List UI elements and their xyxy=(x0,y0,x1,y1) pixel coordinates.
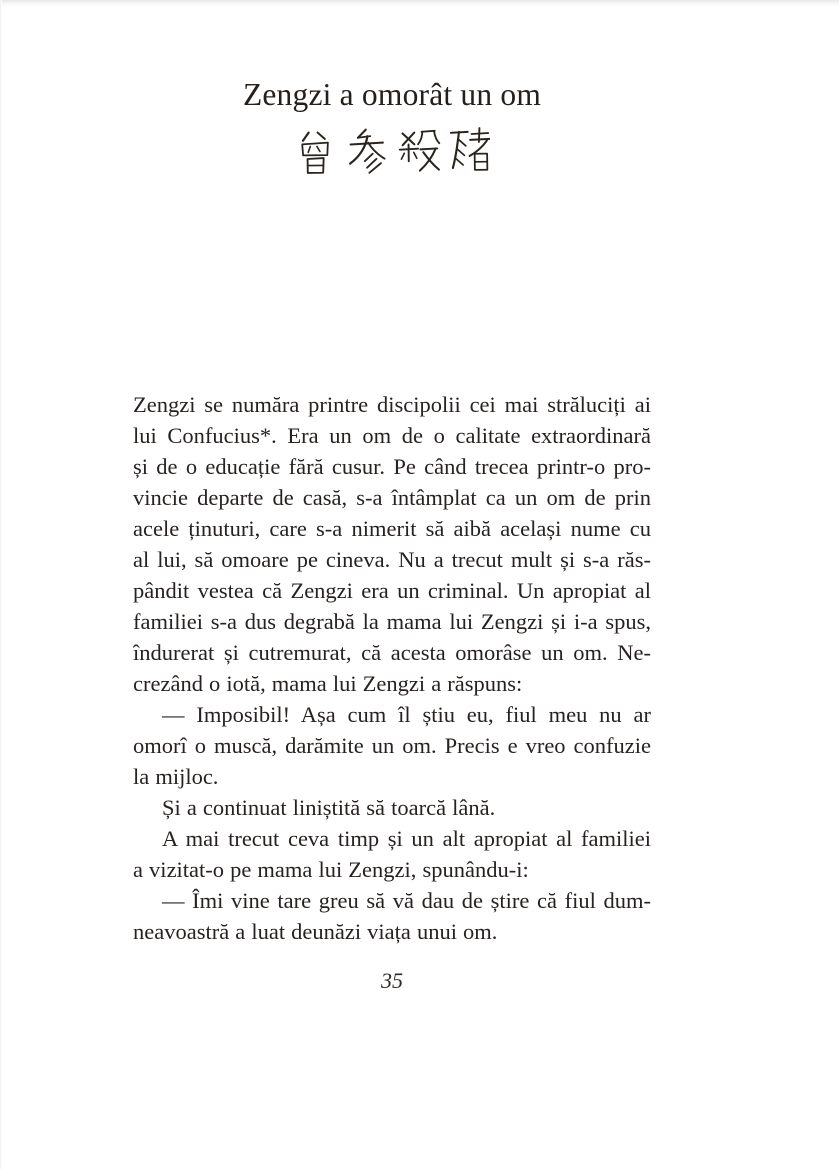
body-text-line: la mijloc. xyxy=(133,764,219,789)
paragraph xyxy=(133,389,651,699)
scan-edge-left xyxy=(0,0,2,1169)
page-number: 35 xyxy=(381,968,403,993)
body-text-line: îndurerat și cutremurat, că acesta omorâse un om. Ne- xyxy=(133,640,651,665)
body-text-line: vincie departe de casă, s-a întâmplat ca un om de prin xyxy=(133,485,651,510)
body-text-line: pândit vestea că Zengzi era un criminal. Un apropiat al xyxy=(133,578,651,603)
paragraph xyxy=(133,823,651,885)
body-text-line: crezând o iotă, mama lui Zengzi a răspuns: xyxy=(133,671,523,696)
paragraph xyxy=(133,699,651,792)
body-text-line: neavoastră a luat deunăzi viața unui om. xyxy=(133,919,498,944)
body-text-line: a vizitat-o pe mama lui Zengzi, spunându-i: xyxy=(133,857,529,882)
body-text-line: familiei s-a dus degrabă la mama lui Zengzi și i-a spus, xyxy=(133,609,651,634)
body-text-line: și de o educație fără cusur. Pe când trecea printr-o pro- xyxy=(133,454,651,479)
body-text-line: — Imposibil! Așa cum îl știu eu, fiul meu nu ar xyxy=(162,702,651,727)
calligraphy-artwork xyxy=(133,127,651,174)
brush-calligraphy-icon xyxy=(295,127,490,174)
body-text-line: Și a continuat liniștită să toarcă lână. xyxy=(162,795,496,820)
chapter-title: Zengzi a omorât un om xyxy=(242,77,542,112)
body-text-line: Zengzi se număra printre discipolii cei mai străluciți ai xyxy=(133,392,651,417)
body-text-line: A mai trecut ceva timp și un alt apropiat al familiei xyxy=(162,826,651,851)
body-text-line: omorî o muscă, darămite un om. Precis e vreo confuzie xyxy=(133,733,651,758)
body-text-line: al lui, să omoare pe cineva. Nu a trecut mult și s-a răs- xyxy=(133,547,651,572)
scan-edge-top xyxy=(0,0,839,7)
body-text-line: lui Confucius*. Era un om de o calitate extraordinară xyxy=(133,423,651,448)
paragraph xyxy=(133,792,651,823)
body-text-line: acele ținuturi, care s-a nimerit să aibă același nume cu xyxy=(133,516,651,541)
body-text-line: — Îmi vine tare greu să vă dau de știre că fiul dum- xyxy=(162,888,651,913)
body-text xyxy=(133,389,651,947)
paragraph xyxy=(133,885,651,947)
